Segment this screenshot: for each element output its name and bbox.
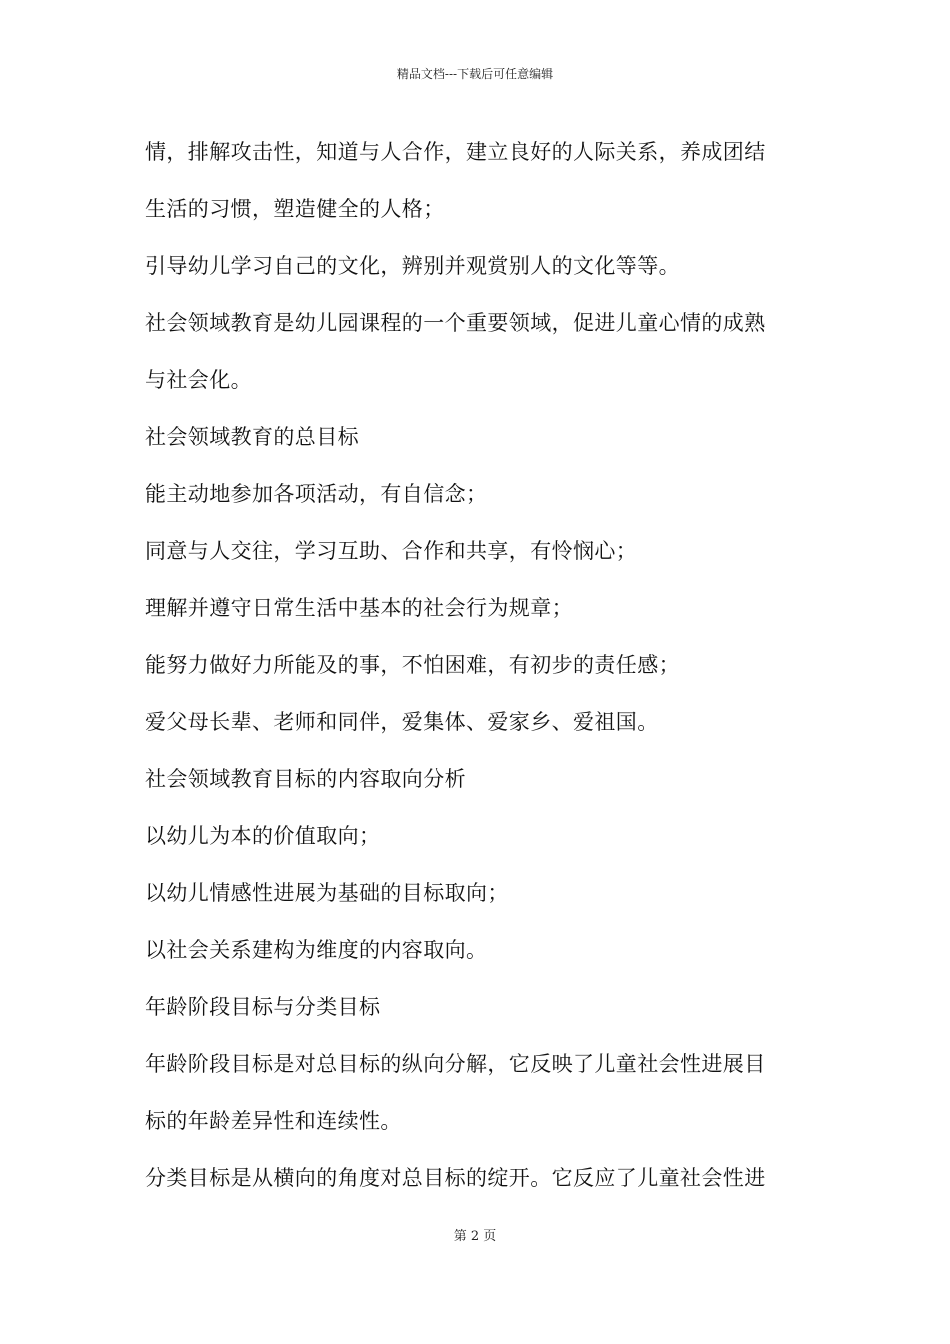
body-line: 社会领域教育是幼儿园课程的一个重要领域，促进儿童心情的成熟 [145,311,766,335]
page-number: 第 2 页 [453,1229,497,1244]
body-line: 以幼儿为本的价值取向； [145,824,381,848]
body-line: 标的年龄差异性和连续性。 [145,1109,402,1133]
body-line: 分类目标是从横向的角度对总目标的绽开。它反应了儿童社会性进 [145,1166,766,1190]
section-heading: 社会领域教育目标的内容取向分析 [145,767,466,791]
body-line: 情，排解攻击性，知道与人合作，建立良好的人际关系，养成团结 [145,140,766,164]
body-line: 理解并遵守日常生活中基本的社会行为规章； [145,596,573,620]
body-line: 以社会关系建构为维度的内容取向。 [145,938,488,962]
page-header: 精品文档---下载后可任意编辑 [396,67,554,81]
body-line: 生活的习惯，塑造健全的人格； [145,197,445,221]
body-line: 能主动地参加各项活动，有自信念； [145,482,488,506]
body-line: 能努力做好力所能及的事，不怕困难，有初步的责任感； [145,653,680,677]
body-line: 引导幼儿学习自己的文化，辨别并观赏别人的文化等等。 [145,254,680,278]
section-heading: 社会领域教育的总目标 [145,425,359,449]
body-line: 以幼儿情感性进展为基础的目标取向； [145,881,509,905]
body-line: 年龄阶段目标是对总目标的纵向分解，它反映了儿童社会性进展目 [145,1052,766,1076]
section-heading: 年龄阶段目标与分类目标 [145,995,381,1019]
body-line: 爱父母长辈、老师和同伴，爱集体、爱家乡、爱祖国。 [145,710,659,734]
body-line: 同意与人交往，学习互助、合作和共享，有怜悯心； [145,539,638,563]
body-line: 与社会化。 [145,368,252,392]
